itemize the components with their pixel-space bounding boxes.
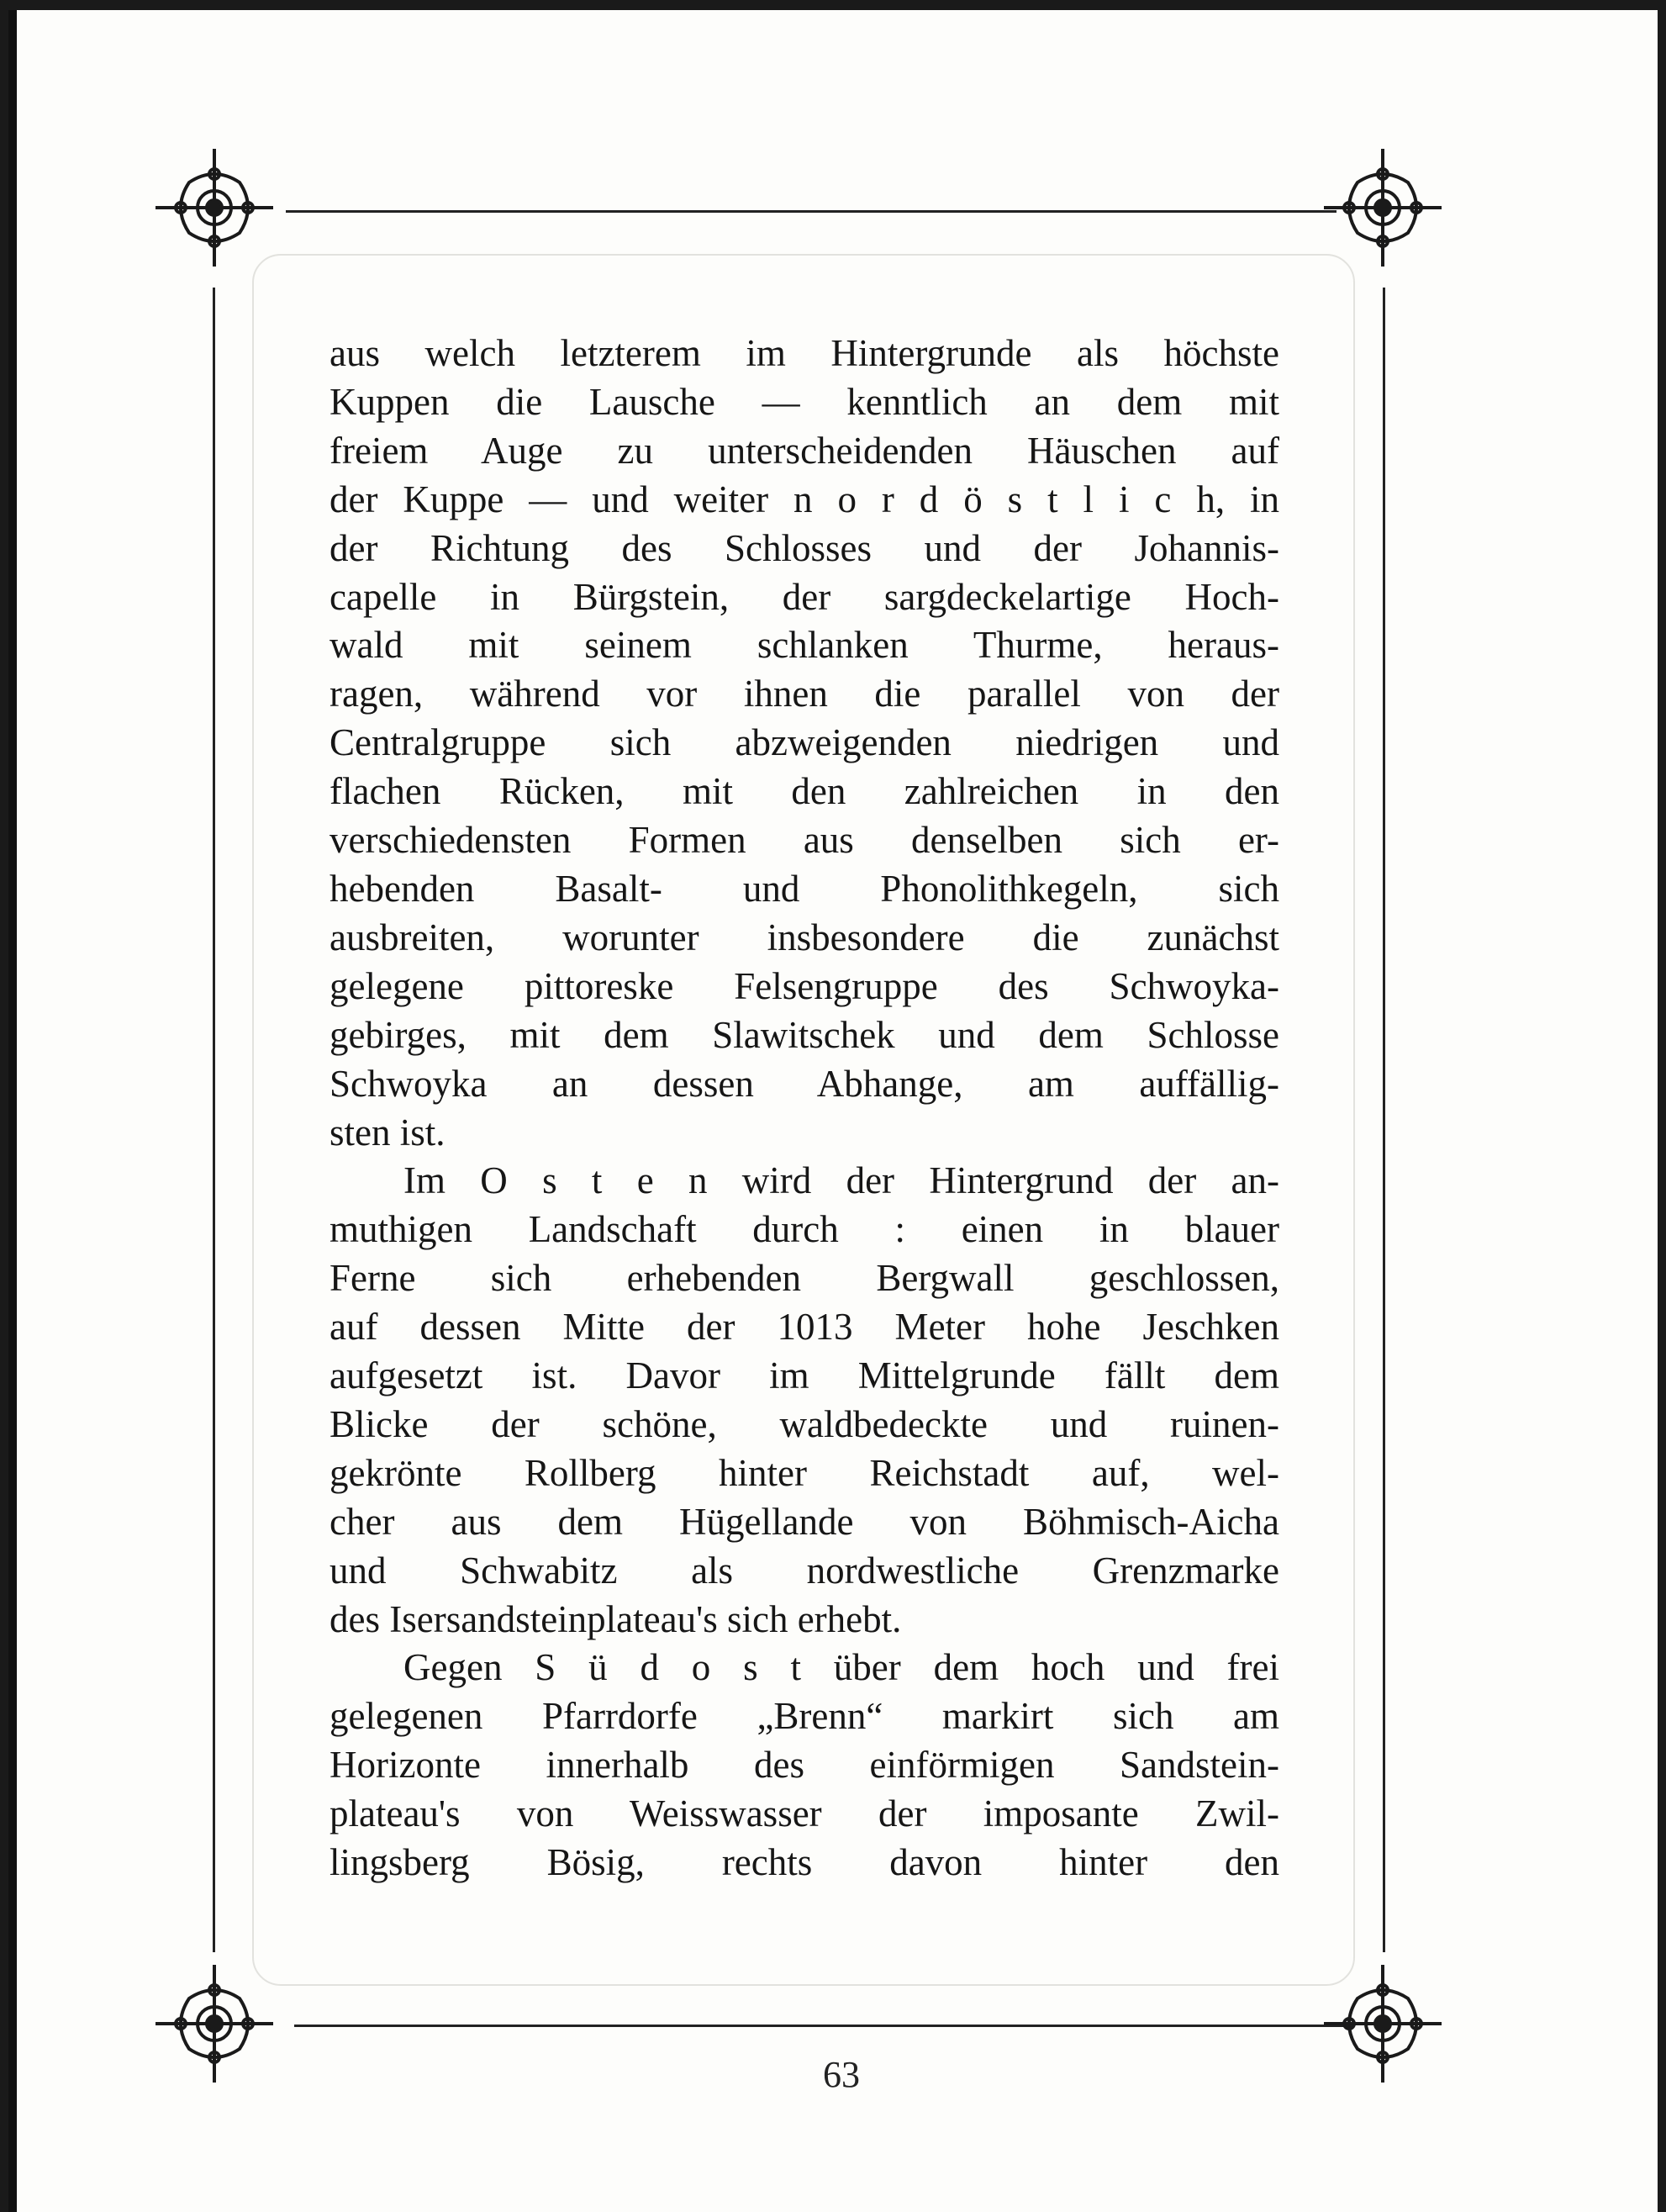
page-number: 63 bbox=[823, 2054, 860, 2095]
text-line: freiem Auge zu unterscheidenden Häuschen auf bbox=[330, 429, 1279, 472]
frame-rule-right bbox=[1383, 288, 1385, 1952]
text-line: ausbreiten, worunter insbesondere die zunächst bbox=[330, 916, 1279, 958]
text-line: gelegene pittoreske Felsengruppe des Schwoyka- bbox=[330, 964, 1279, 1007]
text-line: Gegen S ü d o s t über dem hoch und frei bbox=[403, 1646, 1279, 1689]
book-page bbox=[8, 10, 1658, 2212]
body-text bbox=[330, 330, 1279, 1887]
text-line: gebirges, mit dem Slawitschek und dem Schlosse bbox=[330, 1013, 1279, 1056]
text-line: muthigen Landschaft durch : einen in blauer bbox=[330, 1208, 1279, 1251]
frame-rule-bottom bbox=[294, 2025, 1353, 2027]
text-line: plateau's von Weisswasser der imposante Zwil- bbox=[330, 1792, 1279, 1835]
text-line: Kuppen die Lausche — kenntlich an dem mit bbox=[330, 380, 1279, 423]
text-line: Ferne sich erhebenden Bergwall geschlossen, bbox=[330, 1257, 1279, 1300]
text-line: Im O s t e n wird der Hintergrund der an- bbox=[403, 1159, 1279, 1202]
frame-rule-left bbox=[213, 288, 215, 1952]
text-line: aus welch letzterem im Hintergrunde als höchste bbox=[330, 332, 1279, 374]
text-line: gekrönte Rollberg hinter Reichstadt auf, wel- bbox=[330, 1451, 1279, 1494]
text-line: und Schwabitz als nordwestliche Grenzmarke bbox=[330, 1549, 1279, 1592]
text-line: aufgesetzt ist. Davor im Mittelgrunde fällt dem bbox=[330, 1354, 1279, 1397]
text-line: gelegenen Pfarrdorfe „Brenn“ markirt sich am bbox=[330, 1695, 1279, 1738]
text-line: des Isersandsteinplateau's sich erhebt. bbox=[330, 1597, 902, 1640]
corner-ornament-icon bbox=[1320, 145, 1446, 271]
text-line: cher aus dem Hügellande von Böhmisch-Aicha bbox=[330, 1500, 1279, 1543]
text-line: verschiedensten Formen aus denselben sich er- bbox=[330, 819, 1279, 862]
text-line: Centralgruppe sich abzweigenden niedrigen und bbox=[330, 721, 1279, 764]
text-line: flachen Rücken, mit den zahlreichen in den bbox=[330, 770, 1279, 813]
text-line: Blicke der schöne, waldbedeckte und ruinen- bbox=[330, 1402, 1279, 1445]
frame-rule-top bbox=[286, 210, 1336, 213]
corner-ornament-icon bbox=[151, 145, 277, 271]
text-line: Horizonte innerhalb des einförmigen Sandstein- bbox=[330, 1744, 1279, 1787]
text-line: ragen, während vor ihnen die parallel von der bbox=[330, 673, 1279, 715]
text-line: lingsberg Bösig, rechts davon hinter den bbox=[330, 1841, 1279, 1884]
text-line: hebenden Basalt- und Phonolithkegeln, sich bbox=[330, 867, 1279, 910]
text-line: auf dessen Mitte der 1013 Meter hohe Jeschken bbox=[330, 1306, 1279, 1349]
text-line: capelle in Bürgstein, der sargdeckelartige Hoch- bbox=[330, 575, 1279, 618]
text-line: sten ist. bbox=[330, 1111, 445, 1154]
text-line: der Richtung des Schlosses und der Johannis- bbox=[330, 526, 1279, 569]
text-line: Schwoyka an dessen Abhange, am auffällig- bbox=[330, 1062, 1279, 1105]
text-line: wald mit seinem schlanken Thurme, heraus- bbox=[330, 624, 1279, 667]
text-line: der Kuppe — und weiter n o r d ö s t l i c h, in bbox=[330, 478, 1279, 520]
